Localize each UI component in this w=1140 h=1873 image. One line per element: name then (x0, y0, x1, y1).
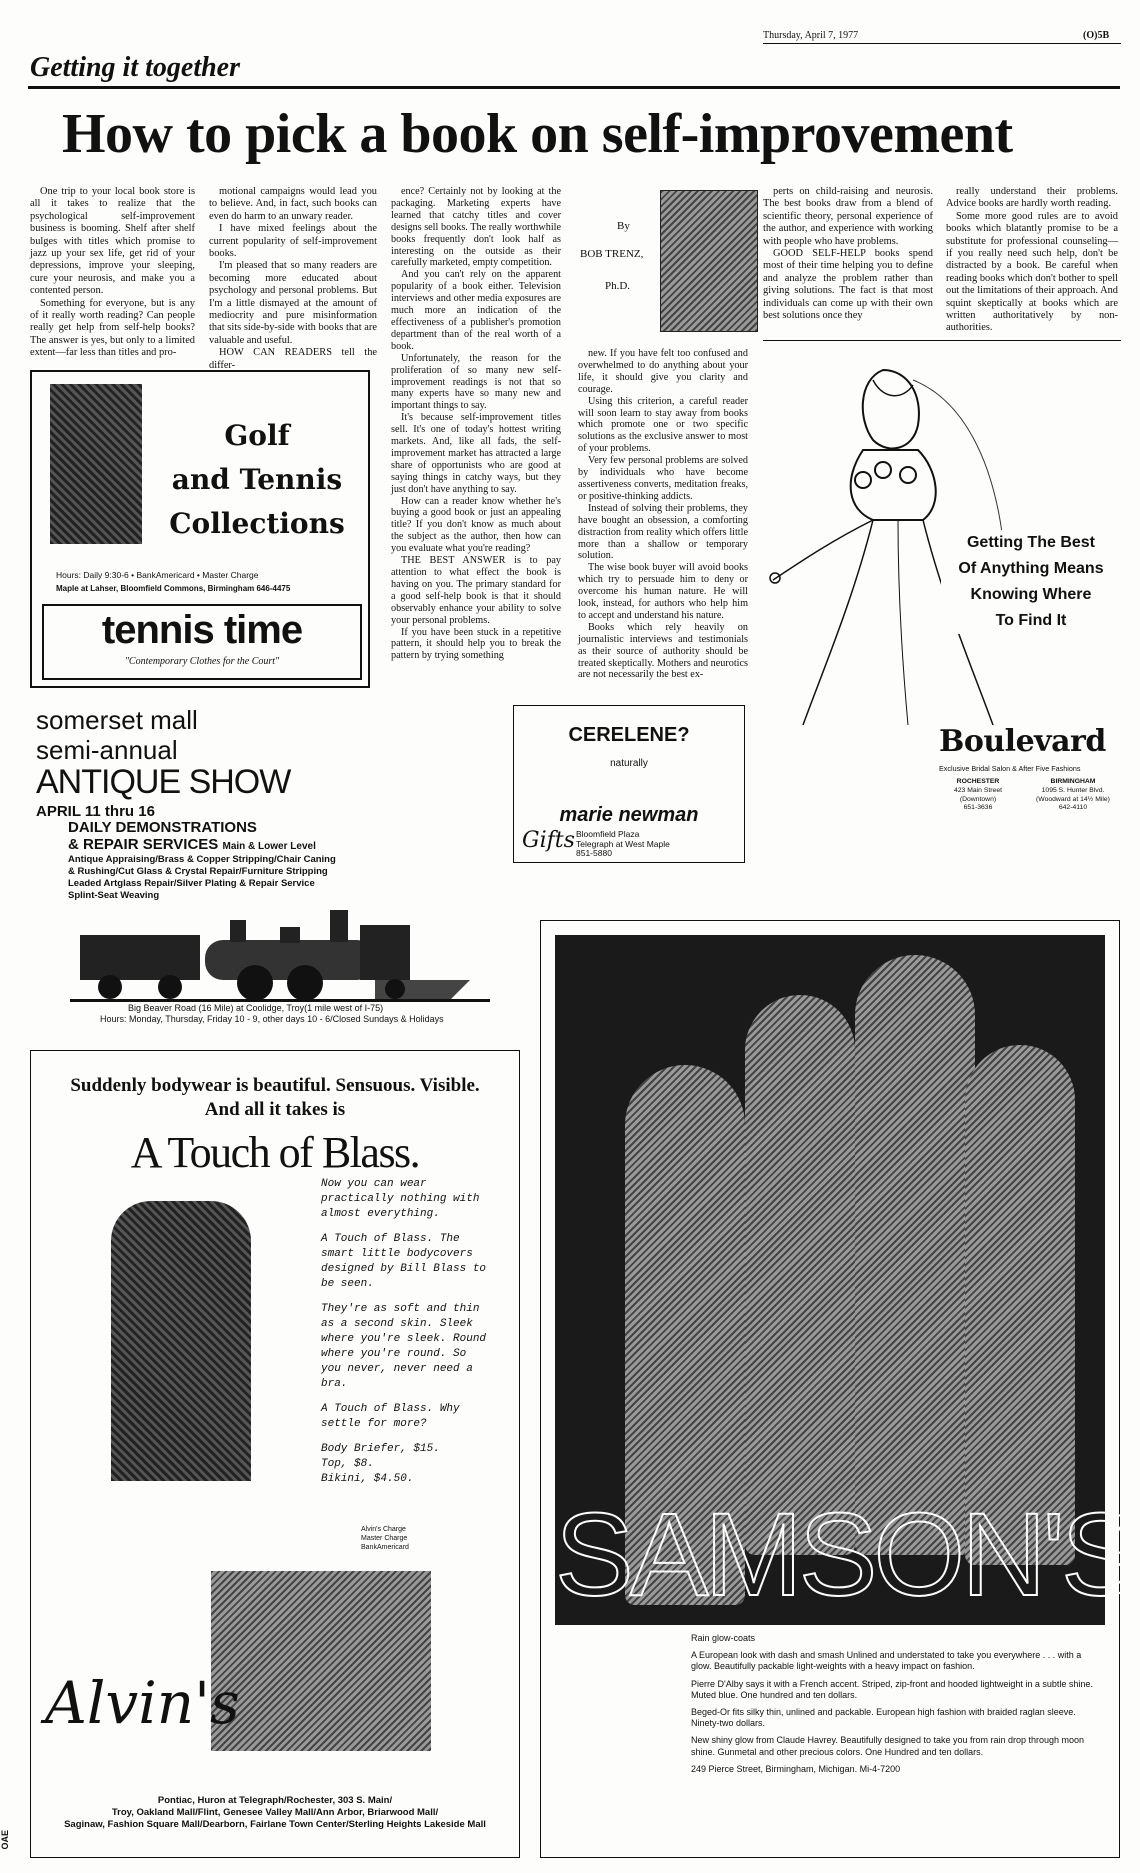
paragraph: THE BEST ANSWER is to pay attention to what effect the book is having on you. The primary standard for a good self-help book is that it should observably enhance your ability to solve your personal problems. (391, 555, 561, 626)
paragraph: Unfortunately, the reason for the proliferation of so many new self-improvement readings is not that so many experts have so many new and important things to say. (391, 352, 561, 412)
byline-degree: Ph.D. (605, 280, 631, 292)
tennis-logo: tennis time (101, 608, 303, 652)
boulevard-logo: Boulevard (939, 724, 1106, 759)
blass-p1: Now you can wear practically nothing with almost everything. (321, 1178, 480, 1220)
cerelene-phone: 851-5880 (576, 848, 612, 858)
headline: How to pick a book on self-improvement (62, 103, 1013, 165)
gifts-script: Gifts (522, 828, 575, 853)
tennis-logo-box (42, 604, 362, 680)
alvins-loc-3: Saginaw, Fashion Square Mall/Dearborn, Fairlane Town Center/Sterling Heights Lakeside Mall (64, 1819, 486, 1830)
paragraph: Some more good rules are to avoid books which blatantly promise to be a substitute for professional counseling—if you really need such help, don't be distracted by a book. Be careful when reading books which don't bother to spell out the limitations of their approach. And squint skeptically at books which are written authoritatively by non-authorities. (946, 210, 1118, 334)
blass-head-2: And all it takes is (204, 1099, 346, 1120)
page-number: (O)5B (1083, 30, 1110, 41)
paragraph: One trip to your local book store is all it takes to realize that the psychological self-improvement business is booming. Shelf after shelf bulges with titles which promise to jazz up your sex life, get rid of your depressions, improve your sleeping, cure your neurosis, and make you a contented person. (30, 186, 195, 297)
article-col-5 (763, 186, 933, 322)
roch-addr: 423 Main Street (954, 786, 1002, 794)
paragraph: Something for everyone, but is any of it really worth reading? Can people really get help from self-help books? The answer is yes, but only to a limited extent—far less than titles and pro- (30, 297, 195, 359)
tennis-headline (152, 414, 362, 546)
dateline: Thursday, April 7, 1977 (763, 30, 859, 41)
ad-marie-newman (513, 705, 745, 863)
paragraph: The wise book buyer will avoid books which try to persuade him to deny or overcome his human nature. He will look, instead, for authors who help him to accept and understand his nature. (578, 562, 748, 621)
blass-title: A Touch of Blass. (130, 1128, 420, 1177)
top-rule (763, 43, 1121, 44)
paragraph: ence? Certainly not by looking at the packaging. Marketing experts have learned that catchy titles and cover designs sell books. The really worthwhile books frequently don't look half as interesting on the outside as their carefully marketed, empty competition. (391, 186, 561, 269)
section-title: Getting it together (30, 52, 240, 83)
article-col-2 (209, 186, 377, 372)
cerelene-sub: naturally (610, 758, 648, 769)
model-silhouette (745, 995, 855, 1555)
model-silhouette (855, 955, 975, 1555)
paragraph: Very few personal problems are solved by individuals who have become assertiveness converts, meditation freaks, or positive-thinking addicts. (578, 455, 748, 502)
antique-semi: semi-annual (36, 735, 178, 765)
coats-p2: Pierre D'Alby says it with a French accent. Striped, zip-front and hooded lightweight in a subtle shine. Muted blue. One hundred and ten dollars. (691, 1678, 1093, 1700)
paragraph: I have mixed feelings about the current popularity of self-improvement books. (209, 223, 377, 260)
antique-address: Big Beaver Road (16 Mile) at Coolidge, Troy(1 mile west of I-75) (128, 1003, 384, 1013)
boulevard-rochester (939, 778, 1017, 813)
blass-price-2: Top, $8. (321, 1458, 374, 1470)
blass-cards: Alvin's Charge Master Charge BankAmericard (361, 1526, 409, 1551)
boulevard-birmingham (1025, 778, 1121, 813)
tagline-1: Getting The Best (966, 534, 1095, 551)
article-col-1 (30, 186, 195, 360)
paragraph: If you have been stuck in a repetitive pattern, it should help you to break the pattern by trying something (391, 626, 561, 662)
marie-newman-logo: marie newman (559, 804, 699, 826)
antique-demos: DAILY DEMONSTRATIONS (68, 819, 257, 836)
antique-show: ANTIQUE SHOW (36, 763, 291, 801)
services-line-1: Antique Appraising/Brass & Copper Stripping/Chair Caning (68, 854, 336, 865)
services-line-2: & Rushing/Cut Glass & Crystal Repair/Furniture Stripping (68, 866, 328, 877)
antique-services (68, 854, 336, 902)
services-line-4: Splint-Seat Weaving (68, 890, 160, 901)
cerelene-title: CERELENE? (568, 724, 690, 746)
roch-phone: 651-3636 (963, 804, 993, 812)
ad-touch-of-blass (30, 1050, 520, 1858)
alvins-loc-2: Troy, Oakland Mall/Flint, Genesee Valley Mall/Ann Arbor, Briarwood Mall/ (111, 1807, 439, 1818)
roch-note: (Downtown) (959, 795, 997, 803)
antique-repair (68, 836, 316, 853)
tennis-hours: Hours: Daily 9:30-6 • BankAmericard • Master Charge (56, 570, 259, 580)
tagline-2: Of Anything Means (958, 560, 1104, 577)
locomotive-illustration (70, 905, 490, 1005)
tennis-line-1: Golf (224, 419, 290, 452)
blass-price-1: Body Briefer, $15. (321, 1443, 440, 1455)
paragraph: How can a reader know whether he's buying a good book or just an appealing title? If you don't know as much about the subject as the author, then how can you evaluate what you're reading? (391, 495, 561, 555)
models-photo (211, 1571, 431, 1751)
tagline-3: Knowing Where (970, 586, 1092, 603)
tennis-line-2: and Tennis (171, 463, 343, 496)
ad-rain-coats (540, 920, 1136, 1858)
blass-copy (321, 1177, 491, 1487)
antique-dates: APRIL 11 thru 16 (36, 803, 155, 820)
article-col-3 (391, 186, 561, 662)
cerelene-loc-1: Bloomfield Plaza (576, 829, 640, 839)
paragraph: And you can't rely on the apparent popularity of a book either. Television interviews and other media exposures are much more an indication of the effectiveness of a publisher's promotion department than of the real worth of a book. (391, 269, 561, 352)
samsons-logo: SAMSON'S (555, 1489, 1136, 1621)
paragraph: GOOD SELF-HELP books spend most of their time helping you to define and analyze the problem rather than giving solutions. The fact is that most individuals can come up with their own best solutions once they (763, 248, 933, 322)
blass-price-3: Bikini, $4.50. (321, 1473, 414, 1485)
tennis-player-photo (50, 384, 142, 544)
paragraph: motional campaigns would lead you to believe. And, in fact, such books can even do harm to an unwary reader. (209, 186, 377, 222)
birm-addr: 1095 S. Hunter Blvd. (1041, 786, 1105, 794)
tennis-address: Maple at Lahser, Bloomfield Commons, Birmingham 646-4475 (56, 584, 291, 593)
blass-p4: A Touch of Blass. Why settle for more? (321, 1403, 460, 1430)
coats-p4: New shiny glow from Claude Havrey. Beautifully designed to take you from rain drop through moon shine. Gunmetal and other precious colors. One Hundred and ten dollars. (691, 1735, 1085, 1757)
author-photo (660, 190, 758, 332)
paragraph: Instead of solving their problems, they have bought an obsession, a comforting distraction from reality which offers little more than a shallow or temporary solution. (578, 502, 748, 562)
paragraph: really understand their problems. Advice books are hardly worth reading. (946, 186, 1118, 210)
paragraph: I'm pleased that so many readers are becoming more educated about psychology and personal problems. But I'm a little dismayed at the amount of mediocrity and pure misinformation that sits side-by-side with books that are valuable and useful. (209, 260, 377, 346)
paragraph: It's because self-improvement titles sell. It's one of today's hottest writing markets. And, like all fads, the self-improvement market has attracted a large share of opportunists who are good at saying things in catchy ways, but they just don't have anything to say. (391, 412, 561, 495)
blass-p2: A Touch of Blass. The smart little bodycovers designed by Bill Blass to be seen. (321, 1233, 487, 1290)
tennis-line-3: Collections (169, 507, 345, 540)
tagline-4: To Find It (995, 612, 1067, 629)
boulevard-tagline (941, 530, 1121, 634)
boulevard-sub: Exclusive Bridal Salon & After Five Fashions (939, 764, 1081, 773)
paragraph: Books which rely heavily on journalistic interviews and testimonials as their source of authority should be treated skeptically. Mothers and neurotics are not necessarily the best ex- (578, 621, 748, 681)
article-col-6 (946, 186, 1118, 335)
cerelene-loc-2: Telegraph at West Maple (576, 838, 670, 849)
bodywear-photo (111, 1201, 251, 1481)
coats-photo (555, 935, 1136, 1625)
coats-p1: A European look with dash and smash Unlined and understated to take you everywhere . . . with a glow. Beautifully packable light-weights with a heavy impact on fashion. (691, 1650, 1082, 1672)
coats-copy (691, 1633, 1103, 1775)
roch-city: ROCHESTER (956, 778, 1000, 785)
blass-p3: They're as soft and thin as a second skin. Sleek where you're sleek. Round where you're round. So you never, never need a bra. (321, 1303, 487, 1390)
paragraph: perts on child-raising and neurosis. The best books draw from a blend of scientific theory, personal experience of the author, and experience with working with people who have problems. (763, 186, 933, 247)
ad-boulevard (763, 340, 1121, 865)
antique-repair-title: & REPAIR SERVICES (68, 836, 219, 853)
cerelene-location (576, 830, 670, 859)
article-col-4 (578, 348, 748, 681)
coats-p3: Beged-Or fits silky thin, unlined and packable. European high fashion with braided raglan sleeve. Ninety-two dollars. (691, 1707, 1076, 1729)
coats-address: 249 Pierce Street, Birmingham, Michigan. Mi-4-7200 (691, 1763, 901, 1774)
ad-tennis-time (30, 370, 370, 688)
alvins-locations (31, 1795, 519, 1831)
antique-mall: somerset mall (36, 705, 198, 735)
paragraph: Using this criterion, a careful reader will soon learn to stay away from books which promote one or two specific solutions as the exclusive answer to most of your problems. (578, 395, 748, 455)
antique-level: Main & Lower Level (222, 841, 316, 852)
paragraph: new. If you have felt too confused and overwhelmed to do anything about your life, it should give you clarity and courage. (578, 348, 748, 395)
alvins-loc-1: Pontiac, Huron at Telegraph/Rochester, 303 S. Main/ (157, 1795, 393, 1806)
birm-phone: 642-4110 (1058, 804, 1088, 812)
services-line-3: Leaded Artglass Repair/Silver Plating & Repair Service (68, 878, 315, 889)
tennis-tagline: "Contemporary Clothes for the Court" (124, 656, 280, 667)
ad-antique-show (30, 705, 508, 1027)
byline-name: BOB TRENZ, (580, 248, 644, 260)
section-rule (28, 86, 1120, 89)
byline-by: By (617, 220, 630, 232)
margin-code: OAE (0, 1830, 10, 1850)
paragraph: HOW CAN READERS tell the differ- (209, 347, 377, 371)
coats-heading: Rain glow-coats (691, 1633, 756, 1643)
birm-note: (Woodward at 14½ Mile) (1036, 795, 1110, 803)
antique-hours: Hours: Monday, Thursday, Friday 10 - 9, other days 10 - 6/Closed Sundays & Holidays (100, 1014, 444, 1024)
blass-head-1: Suddenly bodywear is beautiful. Sensuous. Visible. (70, 1075, 480, 1096)
birm-city: BIRMINGHAM (1050, 778, 1096, 785)
alvins-logo: Alvin's (45, 1669, 240, 1737)
